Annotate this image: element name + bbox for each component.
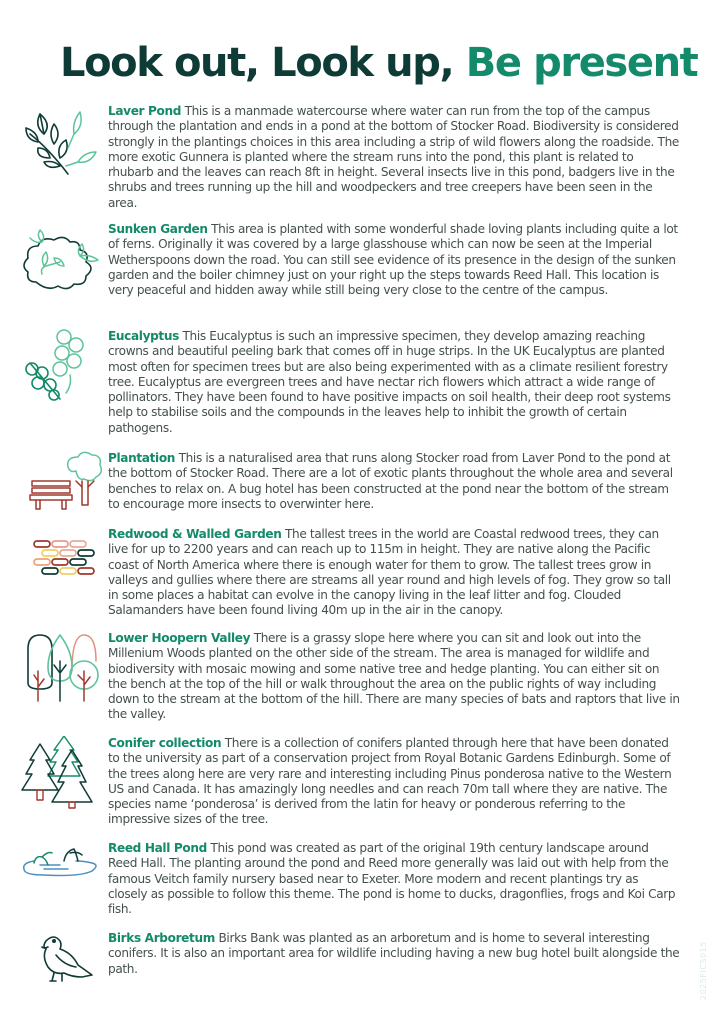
section-title: Eucalyptus — [108, 329, 179, 343]
title-accent: Be present — [465, 40, 698, 86]
section-title: Birks Arboretum — [108, 931, 215, 945]
section-body: This pond was created as part of the original 19th century landscape around Reed Hall. The planting around the pond and Reed more generally was laid out with help from the famous Veitch family nursery based near to Exeter. More modern and recent plantings try as closely as possible to follow this theme. The pond is home to ducks, dragonflies, frogs and Koi Carp fish. — [108, 841, 676, 917]
section-text — [108, 104, 680, 211]
section-plantation — [20, 451, 680, 512]
section-redwood-walled-garden — [20, 527, 680, 619]
section-text — [108, 841, 680, 917]
bench-tree-icon — [20, 451, 104, 525]
title-main: Look out, Look up, — [60, 40, 466, 86]
eucalyptus-icon — [20, 329, 104, 403]
brick-wall-icon — [20, 527, 104, 601]
section-title: Lower Hoopern Valley — [108, 631, 251, 645]
section-text — [108, 736, 680, 828]
section-body: This area is planted with some wonderful shade loving plants including quite a lot of ferns. Originally it was covered by a large glasshouse which can now be seen at the Imperial Wetherspoons down the road. You can still see evidence of its presence in the design of the sunken garden and the boiler chimney just on your right up the steps towards Reed Hall. This location is very peaceful and hidden away while still being very close to the centre of the campus. — [108, 222, 678, 298]
section-lower-hoopern-valley — [20, 631, 680, 723]
section-body: This is a manmade watercourse where water can run from the top of the campus through the plantation and ends in a pond at the bottom of Stocker Road. Biodiversity is considered strongly in the plantings choices in this area including a strip of wild flowers along the roadside. The more exotic Gunnera is planted where the stream runs into the pond, this plant is related to rhubarb and the leaves can reach 8ft in height. Several insects live in this pond, badgers live in the shrubs and trees running up the hill and woodpeckers and tree creepers have been seen in the area. — [108, 104, 679, 210]
section-body: There is a grassy slope here where you can sit and look out into the Millenium Woods planted on the other side of the stream. The area is managed for wildlife and biodiversity with mosaic mowing and some native tree and hedge planting. You can either sit on the bench at the top of the hill or walk throughout the area on the public rights of way including down to the stream at the bottom of the hill. There are many species of bats and raptors that live in the valley. — [108, 631, 680, 722]
pond-icon — [20, 841, 104, 915]
page-title — [60, 40, 697, 86]
section-title: Laver Pond — [108, 104, 182, 118]
section-title: Conifer collection — [108, 736, 222, 750]
trees-icon — [20, 631, 104, 705]
section-text — [108, 527, 680, 619]
section-reed-hall-pond — [20, 841, 680, 917]
section-body: Birks Bank was planted as an arboretum and is home to several interesting conifers. It is also an important area for wildlife including having a new bug hotel built alongside the path. — [108, 931, 680, 976]
section-text — [108, 329, 680, 436]
section-title: Reed Hall Pond — [108, 841, 207, 855]
section-title: Redwood & Walled Garden — [108, 527, 282, 541]
section-laver-pond — [20, 104, 680, 211]
section-body: This is a naturalised area that runs along Stocker road from Laver Pond to the pond at the bottom of Stocker Road. There are a lot of exotic plants throughout the whole area and several benches to relax on. A bug hotel has been constructed at the pond near the bottom of the stream to encourage more insects to overwinter here. — [108, 451, 673, 511]
section-eucalyptus — [20, 329, 680, 436]
leaves-icon — [20, 104, 104, 178]
document-code: 2025FICS015 — [699, 941, 708, 1000]
section-title: Plantation — [108, 451, 176, 465]
bush-icon — [20, 222, 104, 296]
section-birks-arboretum — [20, 931, 680, 977]
section-body: This Eucalyptus is such an impressive specimen, they develop amazing reaching crowns and beautiful peeling bark that comes off in huge strips. In the UK Eucalyptus are planted most often for specimen trees but are also being experimented with as a climate resilient forestry tree. Eucalyptus are evergreen trees and have nectar rich flowers which attract a wide range of pollinators. They have been found to have positive impacts on soil health, their deep root systems help to stabilise soils and the compounds in the leaves help to inhibit the growth of certain pathogens. — [108, 329, 671, 435]
section-text — [108, 631, 680, 723]
section-text — [108, 222, 680, 298]
section-title: Sunken Garden — [108, 222, 208, 236]
section-body: There is a collection of conifers planted through here that have been donated to the university as part of a conservation project from Royal Botanic Gardens Edinburgh. Some of the trees along here are very rare and interesting including Pinus ponderosa native to the Western US and Canada. It has amazingly long needles and can reach 70m tall where they are native. The species name ‘ponderosa’ is derived from the latin for heavy or ponderous referring to the impressive sizes of the tree. — [108, 736, 672, 827]
section-text — [108, 931, 680, 977]
conifer-icon — [20, 736, 104, 810]
bird-icon — [20, 931, 104, 1005]
section-conifer-collection — [20, 736, 680, 828]
section-sunken-garden — [20, 222, 680, 298]
section-body: The tallest trees in the world are Coastal redwood trees, they can live for up to 2200 years and can reach up to 115m in height. They are native along the Pacific coast of North America where there is enough water for them to grow. The tallest trees grow in valleys and gullies where there are streams all year round and high levels of fog. They grow so tall in some places a habitat can evolve in the canopy living in the leaf litter and fog. Clouded Salamanders have been found living 40m up in the air in the canopy. — [108, 527, 671, 618]
section-text — [108, 451, 680, 512]
